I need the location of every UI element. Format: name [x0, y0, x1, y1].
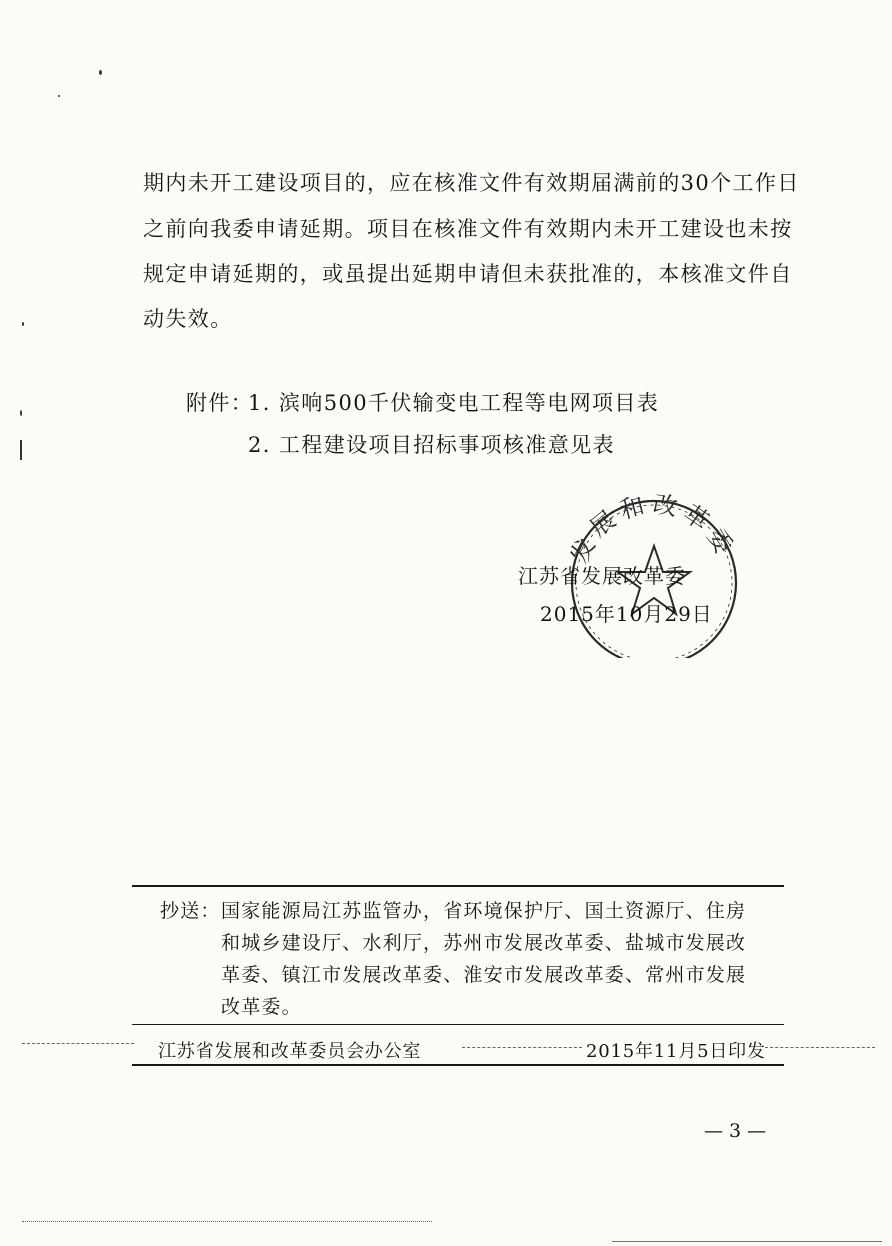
- footer-issue-date: 2015年11月5日印发: [586, 1041, 766, 1062]
- cc-line-1: 国家能源局江苏监管办，省环境保护厅、国土资源厅、住房: [221, 900, 747, 922]
- body-line-2: 之前向我委申请延期。项目在核准文件有效期内未开工建设也未按: [143, 217, 793, 241]
- scan-speck: [20, 410, 22, 416]
- scan-edge-line: [612, 1241, 882, 1242]
- scan-dash-left: [22, 1043, 134, 1045]
- page-number: — 3 —: [704, 1120, 767, 1142]
- seal-arc-text: 发展和改革委: [565, 489, 742, 568]
- scan-speck: [22, 322, 24, 326]
- signature-date: 2015年10月29日: [540, 602, 713, 626]
- footer-bottom-rule: [132, 1064, 784, 1066]
- body-line-1: 期内未开工建设项目的，应在核准文件有效期届满前的30个工作日: [143, 171, 800, 195]
- cc-label: 抄送：: [160, 900, 221, 922]
- signature-org: 江苏省发展改革委: [518, 564, 686, 588]
- attachment-item-2: 2. 工程建设项目招标事项核准意见表: [248, 433, 615, 457]
- scan-dash-right: [765, 1047, 875, 1049]
- cc-line-2: 和城乡建设厅、水利厅，苏州市发展改革委、盐城市发展改: [221, 932, 747, 954]
- scan-speck: [99, 70, 102, 75]
- scan-dash-middle: [462, 1047, 582, 1049]
- footer-issuer: 江苏省发展和改革委员会办公室: [158, 1041, 422, 1062]
- cc-line-3: 革委、镇江市发展改革委、淮安市发展改革委、常州市发展: [221, 964, 747, 986]
- body-line-4: 动失效。: [143, 307, 233, 331]
- cc-line-4: 改革委。: [221, 996, 302, 1018]
- attachments-label: 附件：: [186, 391, 254, 415]
- cc-bottom-rule: [132, 1024, 784, 1025]
- body-line-3: 规定申请延期的，或虽提出延期申请但未获批准的，本核准文件自: [143, 262, 793, 286]
- scan-speck: [58, 95, 60, 97]
- scan-speck: [20, 440, 22, 460]
- attachment-item-1: 1. 滨响500千伏输变电工程等电网项目表: [248, 391, 660, 415]
- cc-top-rule: [132, 885, 784, 887]
- scan-dash-bottom: [22, 1221, 432, 1223]
